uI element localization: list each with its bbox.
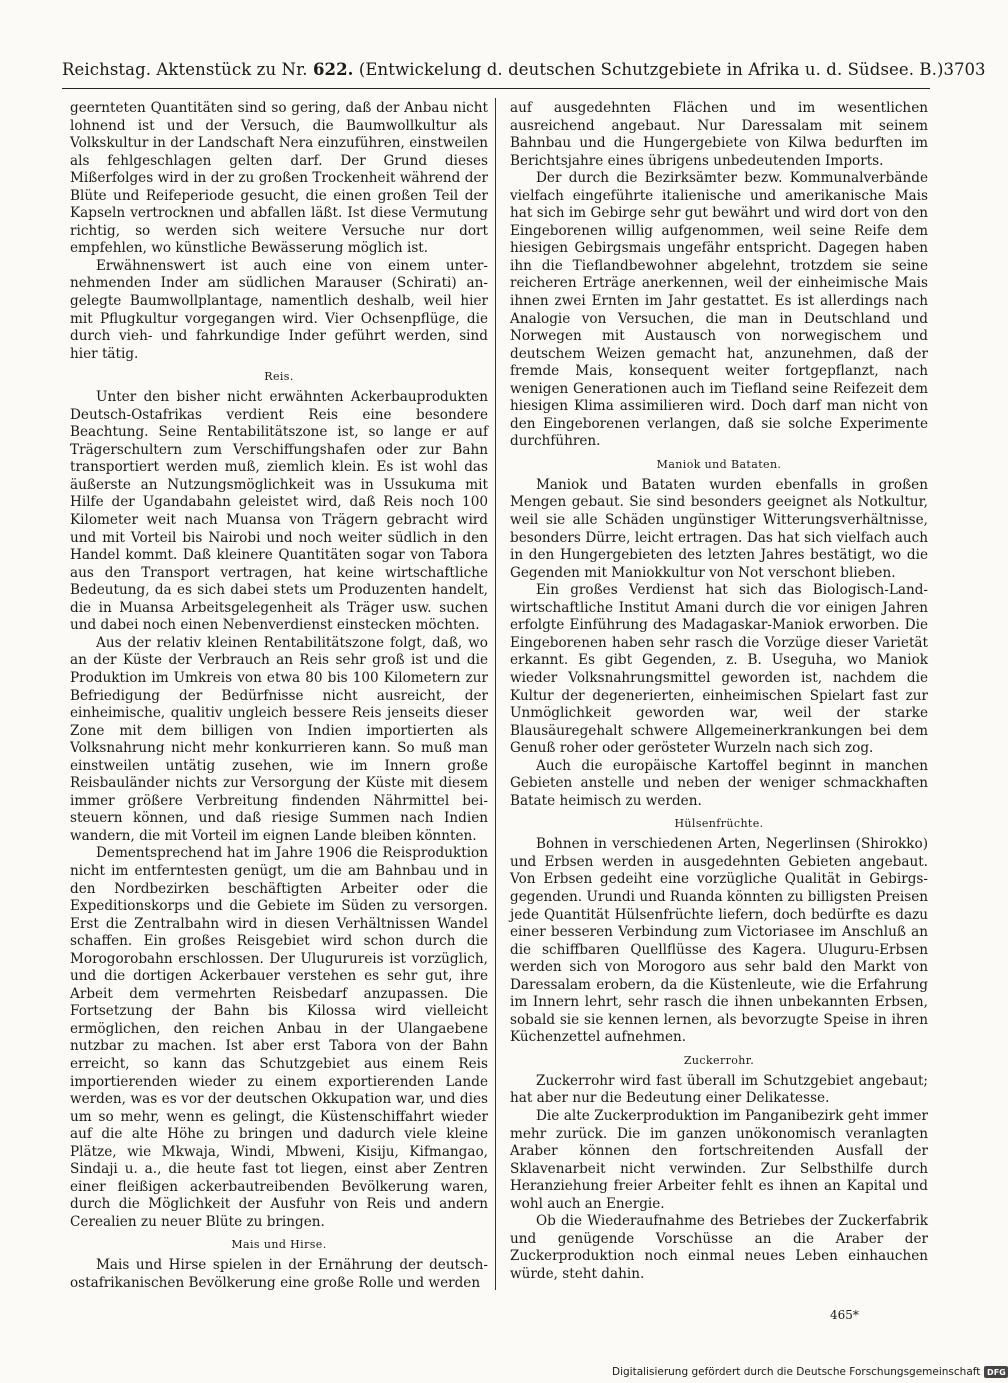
paragraph: Erwähnenswert ist auch eine von einem unternehmenden Inder am südlichen Marauser (Schirati) angelegte Baumwollplantage, namentlich deshalb, weil hier mit Pflugkultur vorgegangen wird. Vier Ochsenpflüge, die durch vieh- und fahrkundige Inder geführt werden, sind hier tätig. — [70, 257, 488, 362]
section-heading-mais: Mais und Hirse. — [231, 1238, 327, 1252]
page-number: 3703 — [943, 60, 986, 79]
paragraph: Dementsprechend hat im Jahre 1906 die Reisproduktion nicht im entferntesten genügt, um die am Bahnbau und in den Nordbezirken beschäftigten Arbeiter oder die Expeditionskorps und die Gebiete im Süden zu versorgen. Erst die Zentralbahn wird in diesen Verhältnissen Wandel schaffen. Ein großes Reisgebiet wird schon durch die Morogorobahn erschlossen. Der Ulugurureis ist vorzüglich, und die dortigen Ackerbauer verstehen es sehr gut, ihre Arbeit dem vermehrten Reisbedarf anzupassen. Die Fortsetzung der Bahn bis Kilossa wird vielleicht ermöglichen, den reichen Anbau in der Ulangaebene nutzbar zu machen. Ist aber erst Tabora von der Bahn erreicht, so kann das Schutzgebiet aus einem Reis importierenden wieder zu einem exportierenden Lande werden, was es vor der deutschen Okkupation war, und dies um so mehr, wenn es gelingt, die Küstenschiffahrt wieder auf die alte Höhe zu bringen und dadurch viele kleine Plätze, wie Mkwaja, Windi, Mbweni, Kisiju, Kifmangao, Sindaji u. a., die heute fast tot liegen, einst aber Zentren einer fleißigen ackerbautreibenden Bevölkerung waren, durch die Möglichkeit der Ausfuhr von Reis und andern Cerealien zu neuer Blüte zu bringen. — [70, 845, 488, 1230]
paragraph: Aus der relativ kleinen Rentabilitätszone folgt, daß, wo an der Küste der Verbrauch an Reis sehr groß ist und die Produktion im Umkreis von etwa 80 bis 100 Kilometern zur Befriedigung der Bedürfnisse nicht ausreicht, der einheimische, qualitiv ungleich bessere Reis jenseits dieser Zone mit dem billigen von Indien importierten als Volksnahrung nicht mehr konkurrieren kann. So muß man einstweilen untätig zusehen, wie im Innern große Reisbauländer nichts zur Versorgung der Küste mit diesem immer größere Verbreitung findenden Nährmittel beisteuern können, und daß riesige Summen nach Indien wandern, die mit Vorteil im eignen Lande bleiben könnten. — [70, 634, 488, 844]
footer — [612, 1366, 1008, 1378]
paragraph: Zuckerrohr wird fast überall im Schutzgebiet angebaut; hat aber nur die Bedeutung einer Delikatesse. — [510, 1072, 928, 1107]
column-divider — [495, 98, 496, 1290]
paragraph: auf ausgedehnten Flächen und im wesentlichen ausreichend angebaut. Nur Daressalam mit seinem Bahnbau und die Hungergebiete von Kilwa bedurften im Berichtsjahre eines übrigens unbedeutenden Imports. — [510, 100, 928, 169]
section-heading-zuckerrohr: Zuckerrohr. — [683, 1053, 755, 1067]
left-column — [70, 100, 488, 1330]
paragraph: Auch die europäische Kartoffel beginnt in manchen Gebieten anstelle und neben der weniger schmackhaften Batate heimisch zu werden. — [510, 757, 928, 809]
paragraph: Maniok und Bataten wurden ebenfalls in großen Mengen gebaut. Sie sind besonders geeignet als Notkultur, weil sie alle Schäden ungünstiger Witterungsverhältnisse, besonders Dürre, leicht ertragen. Das hat sich vielfach auch in den Hungergebieten des letzten Jahres bestätigt, wo die Gegenden mit Maniokkultur von Not verschont blieben. — [510, 476, 928, 581]
footer-credit: Digitalisierung gefördert durch die Deutsche Forschungsgemeinschaft — [612, 1366, 981, 1378]
paragraph: Die alte Zuckerproduktion im Panganibezirk geht immer mehr zurück. Die im ganzen unökonomisch veranlagten Araber können den fortschreitenden Ausfall der Sklavenarbeit nicht verwinden. Zur Selbsthilfe durch Heranziehung freier Arbeiter fehlt es ihnen an Kapital und wohl auch an Energie. — [510, 1107, 928, 1212]
section-heading-maniok: Maniok und Bataten. — [656, 457, 782, 471]
paragraph: Mais und Hirse spielen in der Ernährung der deutschostafrikanischen Bevölkerung eine große Rolle und werden — [70, 1257, 488, 1291]
signature-mark: 465* — [830, 1308, 859, 1322]
paragraph: Unter den bisher nicht erwähnten Ackerbauprodukten Deutsch-Ostafrikas verdient Reis eine besondere Beachtung. Seine Rentabilitätszone ist, so lange er auf Trägerschultern zum Verschiffungshafen oder zur Bahn transportiert werden muß, ziemlich klein. Es ist wohl das äußerste an Nutzungsmöglichkeit was in Ussukuma mit Hilfe der Ugandabahn geleistet wird, daß Reis noch 100 Kilometer weit nach Muansa von Trägern gebracht wird und mit Vorteil bis Nairobi und noch weiter südlich in den Handel kommt. Daß kleinere Quantitäten sogar von Tabora aus den Transport vertragen, hat keine wirtschaftliche Bedeutung, da es sich dabei stets um Produzenten handelt, die in Muansa Arbeitsgelegenheit als Träger usw. suchen und dabei noch einen Nebenverdienst einstecken möchten. — [70, 389, 488, 634]
page-header — [62, 60, 986, 89]
document-number: 622. — [312, 60, 354, 79]
section-heading-huelsenfruechte: Hülsenfrüchte. — [674, 817, 764, 831]
dfg-logo-icon: DFG — [984, 1366, 1008, 1378]
paragraph: Der durch die Bezirksämter bezw. Kommunalverbände vielfach eingeführte italienische und amerikanische Mais hat sich im Gebirge sehr gut bewährt und wird dort von den Eingeborenen willig aufgenommen, weil seine Reife dem hiesigen Gebirgsmais ungefähr entspricht. Dagegen haben ihn die Tieflandbewohner abgelehnt, trotzdem sie seine reicheren Erträge anerkennen, weil der einheimische Mais ihnen zwei Ernten im Jahr gestattet. Es ist allerdings nach Analogie von Versuchen, die man in Deutschland und Norwegen mit Austausch von norwegischem und deutschem Weizen gemacht hat, anzunehmen, daß der fremde Mais, konsequent weiter fortgepflanzt, nach wenigen Generationen auch im Tiefland seine Reifezeit dem hiesigen Klima assimilieren wird. Doch darf man nicht von den Eingeborenen verlangen, daß sie solche Experimente durchführen. — [510, 170, 928, 450]
paragraph: Ein großes Verdienst hat sich das Biologisch-Landwirtschaftliche Institut Amani durch die vor einigen Jahren erfolgte Einführung des Madagaskar-Maniok erworben. Die Eingeborenen haben sehr rasch die Vorzüge dieser Varietät erkannt. Es gibt Gegenden, z. B. Useguha, wo Maniok wieder Volksnahrungsmittel geworden ist, nachdem die Kultur der degenerierten, einheimischen Spielart fast zur Unmöglichkeit geworden war, weil der starke Blausäuregehalt schwere Allgemeinerkrankungen bei dem Genuß roher oder gerösteter Wurzeln nach sich zog. — [510, 582, 928, 757]
paragraph: Bohnen in verschiedenen Arten, Negerlinsen (Shirokko) und Erbsen werden in ausgedehnten Gebieten angebaut. Von Erbsen gedeiht eine vorzügliche Qualität in Gebirgsgegenden. Urundi und Ruanda könnten zu billigsten Preisen jede Quantität Hülsenfrüchte liefern, doch bedürfte es dazu einer besseren Verbindung zum Victoriasee im Anschluß an die schiffbaren Quellflüsse des Kagera. Uluguru-Erbsen werden sich von Morogoro aus sehr bald den Markt von Daressalam erobern, da die Küstenleute, wie die Erfahrung im Innern lehrt, sehr rasch die ihnen unbekannten Erbsen, sobald sie sie kennen lernen, als bevorzugte Speise in ihren Küchenzettel aufnehmen. — [510, 836, 928, 1046]
right-column — [510, 100, 928, 1330]
header-title: Reichstag. Aktenstück zu Nr. 622. (Entwickelung d. deutschen Schutzgebiete in Afrika u. d. Südsee. B.) — [62, 60, 944, 79]
paragraph: geernteten Quantitäten sind so gering, daß der Anbau nicht lohnend ist und der Versuch, die Baumwollkultur als Volkskultur in der Landschaft Nera einzuführen, einstweilen als fehlgeschlagen gelten darf. Der Grund dieses Mißerfolges wird in der zu großen Trockenheit während der Blüte und Reifeperiode gesucht, die einen großen Teil der Kapseln vertrocknen und abfallen läßt. Ist diese Vermutung richtig, so werden sich weitere Versuche nur dort empfehlen, wo künstliche Bewässerung möglich ist. — [70, 100, 488, 257]
section-heading-reis: Reis. — [264, 370, 294, 384]
paragraph: Ob die Wiederaufnahme des Betriebes der Zuckerfabrik und genügende Vorschüsse an die Araber der Zuckerproduktion noch einmal neues Leben einhauchen würde, steht dahin. — [510, 1213, 928, 1282]
